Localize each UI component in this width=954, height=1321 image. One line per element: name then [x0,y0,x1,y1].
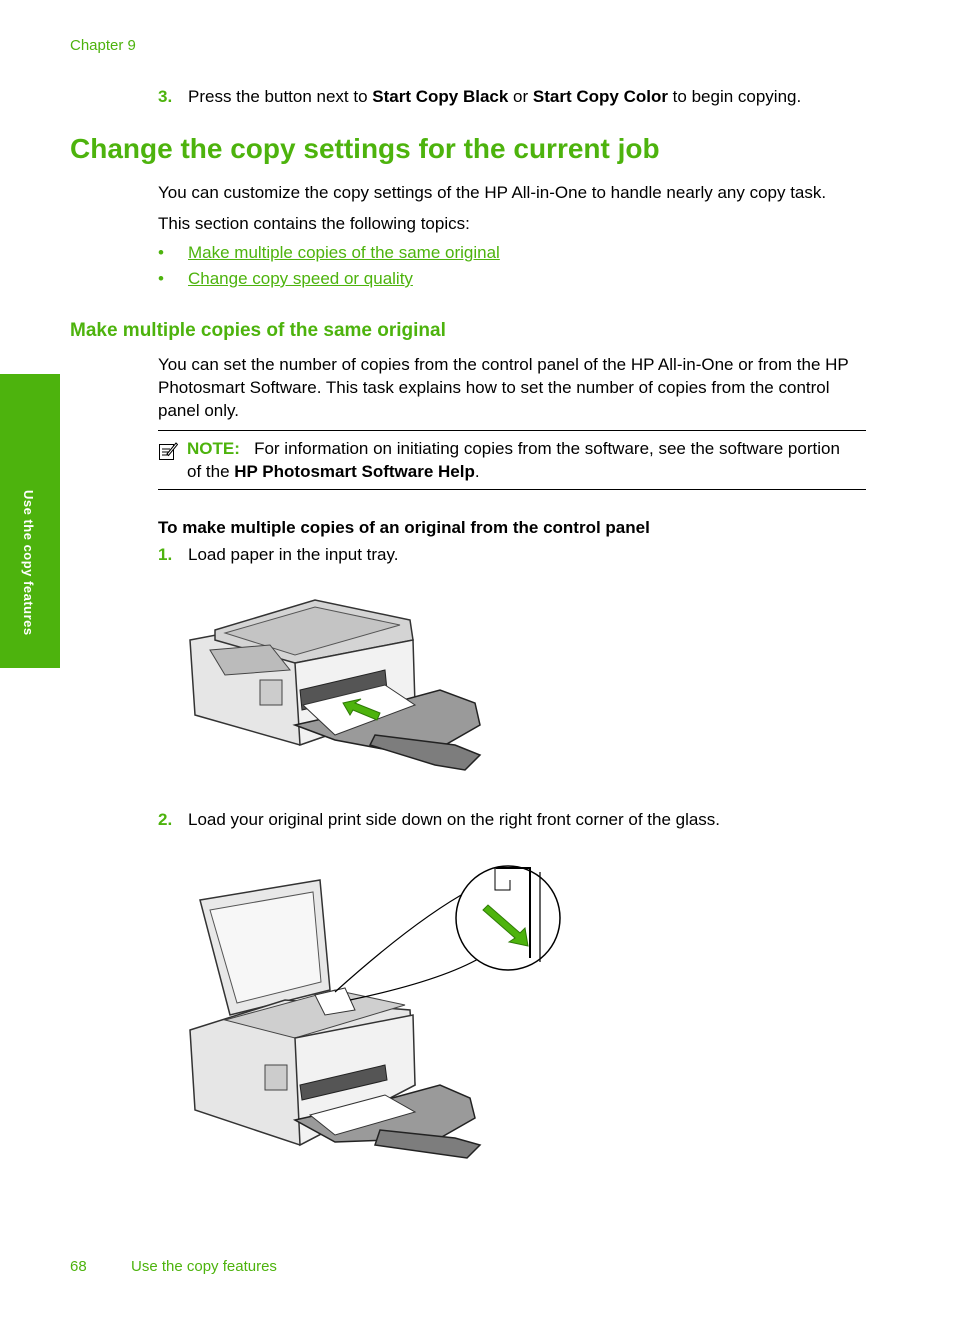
note-text [187,437,847,483]
step-1-text: Load paper in the input tray. [188,545,399,564]
procedure-title: To make multiple copies of an original from the control panel [158,518,650,537]
note-label: NOTE: [187,439,240,458]
step-3-text [188,87,801,107]
note-text-pre: For information on initiating copies from the software, see the software portion of the [187,439,840,481]
note-software-help: HP Photosmart Software Help [234,462,475,481]
note-box [158,430,866,490]
chapter-header: Chapter 9 [70,37,136,54]
footer-title: Use the copy features [131,1258,277,1275]
subsection-title: Make multiple copies of the same original [70,320,446,341]
subsection-body: You can set the number of copies from the control panel of the HP All-in-One or from the HP Photosmart Software. This task explains how to set the number of copies from the control panel only. [158,355,849,420]
step-2-number: 2. [158,810,173,829]
section-intro: You can customize the copy settings of the HP All-in-One to handle nearly any copy task. [158,183,827,202]
step-3-number: 3. [158,87,173,106]
step-3-pre: Press the button next to [188,87,373,106]
topic-bullet: • [158,243,164,262]
chapter-side-tab-label: Use the copy features [21,490,36,636]
step-1-number: 1. [158,545,173,564]
topic-link-multiple-copies[interactable]: Make multiple copies of the same original [188,243,500,262]
note-text-post: . [474,462,480,481]
step-3-post: to begin copying. [667,87,802,106]
step-3-mid: or [508,87,533,106]
note-pencil-icon [158,441,178,461]
printer-load-paper-illustration [185,595,495,775]
page-number: 68 [70,1258,87,1275]
start-copy-black-label: Start Copy Black [372,87,509,106]
topics-intro: This section contains the following topics: [158,214,470,233]
start-copy-color-label: Start Copy Color [532,87,668,106]
section-title: Change the copy settings for the current job [70,133,660,164]
printer-glass-illustration [185,860,565,1160]
topic-bullet: • [158,269,164,288]
step-2-text: Load your original print side down on the right front corner of the glass. [188,810,721,829]
topic-link-copy-speed-quality[interactable]: Change copy speed or quality [188,269,413,288]
